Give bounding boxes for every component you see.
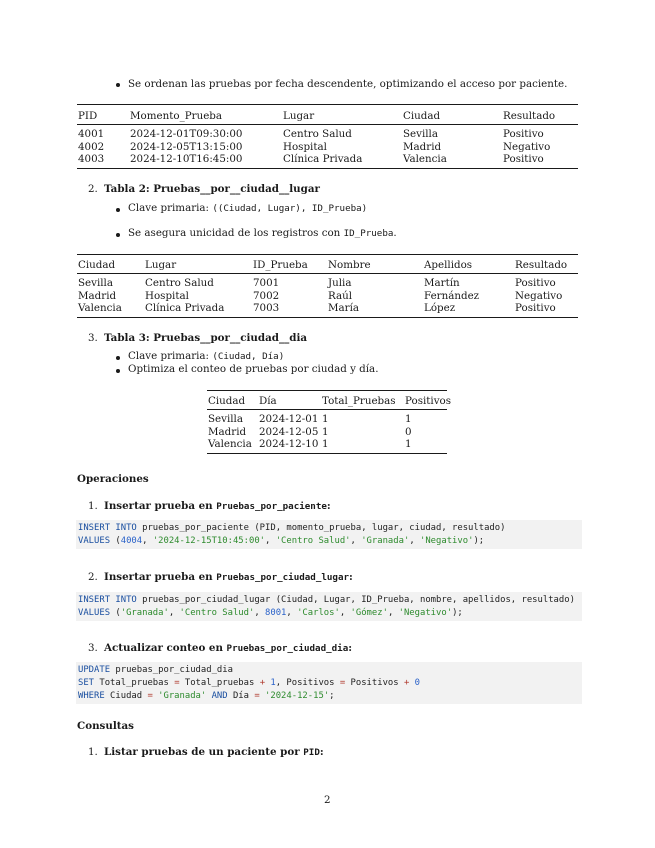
inline-code: ID_Prueba [343,228,394,239]
bullet-dot [116,83,120,87]
table-cell: Clínica Privada [145,302,225,314]
table-cell: 1 [322,426,329,438]
table-cell: Hospital [145,290,189,302]
table-cell: 2024-12-10 [259,438,319,450]
item-title: Listar pruebas de un paciente por [104,746,304,758]
table-cell: 2024-12-01 [259,413,319,425]
item-title: : [349,571,353,583]
table-cell: 0 [405,426,412,438]
page-number: 2 [324,794,331,806]
table-cell: Valencia [403,153,447,165]
table-cell: 2024-12-05T13:15:00 [130,141,243,153]
operation-item-1 [88,500,331,512]
item-title: : [326,500,331,512]
table-cell: María [328,302,360,314]
code-line: VALUES ('Granada', 'Centro Salud', 8001, 'Carlos', 'Gómez', 'Negativo'); [78,608,463,618]
bullet-dot [116,369,120,373]
table-header: Lugar [283,110,315,122]
item-title: Insertar prueba en [104,571,217,583]
operation-item-2 [88,571,353,583]
table-cell: Hospital [283,141,327,153]
table-cell: Sevilla [78,277,113,289]
list-number: 3. [88,332,98,344]
code-line: SET Total_pruebas = Total_pruebas + 1, Positivos = Positivos + 0 [78,678,420,688]
code-block-insert-paciente [76,520,582,549]
section-title-text: Tabla 3: Pruebas__por__ciudad__dia [104,332,308,344]
table-bottom-rule [77,317,578,318]
list-number: 3. [88,642,98,654]
bullet-dot [116,208,120,212]
table-header: PID [78,110,98,122]
table-cell: 1 [322,413,329,425]
table-cell: 1 [322,438,329,450]
list-number: 2. [88,571,98,583]
table-cell: Fernández [424,290,480,302]
table-header: Ciudad [403,110,441,122]
table-cell: Julia [328,277,352,289]
item-title: Insertar prueba en [104,500,217,512]
table-cell: Positivo [503,153,544,165]
table-cell: Martín [424,277,460,289]
section-2-bullet-2 [128,227,397,239]
item-title: : [319,746,324,758]
table-header: ID_Prueba [253,259,308,271]
bullet-text: Se asegura unicidad de los registros con [128,227,344,239]
table-cell: 4002 [78,141,105,153]
table-header: Resultado [503,110,556,122]
bullet-dot [116,233,120,237]
table-top-rule [77,254,578,255]
code-line: UPDATE pruebas_por_ciudad_dia [78,665,233,675]
table-top-rule [207,390,447,391]
section-2-bullet-1 [128,202,367,214]
table-cell: 7002 [253,290,280,302]
bullet-text: Clave primaria: [128,202,213,214]
bullet-text: Clave primaria: [128,350,213,362]
consulta-item-1 [88,746,324,758]
code-block-insert-ciudad-lugar [76,592,582,621]
table-cell: Valencia [208,438,252,450]
section-2-title [88,183,320,195]
inline-code: ((Ciudad, Lugar), ID_Prueba) [212,203,368,214]
operaciones-heading: Operaciones [77,473,149,485]
item-title: Actualizar conteo en [104,642,227,654]
table-mid-rule [77,124,578,125]
table-header: Positivos [405,395,452,407]
list-number: 2. [88,183,98,195]
inline-code: Pruebas_por_paciente [216,501,327,512]
table-top-rule [77,104,578,105]
list-number: 1. [88,500,98,512]
table-header: Resultado [515,259,568,271]
table-header: Lugar [145,259,177,271]
table-cell: Clínica Privada [283,153,363,165]
table-header: Momento_Prueba [130,110,223,122]
table-cell: Madrid [403,141,442,153]
operation-item-3 [88,642,352,654]
table-cell: Madrid [208,426,247,438]
section-3-bullet-1 [128,350,284,362]
table-cell: Negativo [503,141,551,153]
table-cell: Positivo [515,277,556,289]
inline-code: Pruebas_por_ciudad_dia [226,643,349,654]
table-cell: 2024-12-01T09:30:00 [130,128,243,140]
table-cell: Madrid [78,290,117,302]
section-3-title [88,332,307,344]
table-cell: Positivo [515,302,556,314]
inline-code: PID [303,747,320,758]
table-cell: Centro Salud [145,277,214,289]
inline-code: (Ciudad, Día) [212,351,285,362]
table-header: Ciudad [78,259,116,271]
code-block-update-conteo [76,662,582,704]
section-title-text: Tabla 2: Pruebas__por__ciudad__lugar [104,183,320,195]
table-cell: 1 [405,438,412,450]
consultas-heading: Consultas [77,720,134,732]
table-cell: 2024-12-10T16:45:00 [130,153,243,165]
table-header: Ciudad [208,395,246,407]
inline-code: Pruebas_por_ciudad_lugar [216,572,350,583]
table-cell: Negativo [515,290,563,302]
table-cell: 4001 [78,128,105,140]
code-line: INSERT INTO pruebas_por_ciudad_lugar (Ciudad, Lugar, ID_Prueba, nombre, apellidos, resultado) [78,595,575,605]
table-cell: Sevilla [208,413,243,425]
table-header: Nombre [328,259,371,271]
table-cell: López [424,302,456,314]
section-3-bullet-2: Optimiza el conteo de pruebas por ciudad y día. [128,363,379,375]
bullet-dot [116,356,120,360]
code-line: WHERE Ciudad = 'Granada' AND Día = '2024-12-15'; [78,691,335,701]
table-bottom-rule [77,168,578,169]
list-number: 1. [88,746,98,758]
table-header: Apellidos [424,259,473,271]
table-cell: Centro Salud [283,128,352,140]
table-header: Día [259,395,277,407]
table-cell: 1 [405,413,412,425]
table-cell: 7003 [253,302,280,314]
table-cell: Valencia [78,302,122,314]
code-line: INSERT INTO pruebas_por_paciente (PID, momento_prueba, lugar, ciudad, resultado) [78,523,506,533]
table-cell: 7001 [253,277,280,289]
table-mid-rule [77,273,578,274]
table-cell: 4003 [78,153,105,165]
item-title: : [348,642,353,654]
table-header: Total_Pruebas [322,395,396,407]
table-cell: Sevilla [403,128,438,140]
table-cell: Positivo [503,128,544,140]
bullet-text: . [393,227,397,239]
code-line: VALUES (4004, '2024-12-15T10:45:00', 'Centro Salud', 'Granada', 'Negativo'); [78,536,485,546]
table-mid-rule [207,409,447,410]
table-cell: 2024-12-05 [259,426,319,438]
table-cell: Raúl [328,290,353,302]
table-bottom-rule [207,453,447,454]
intro-bullet-text: Se ordenan las pruebas por fecha descendente, optimizando el acceso por paciente. [128,78,568,90]
